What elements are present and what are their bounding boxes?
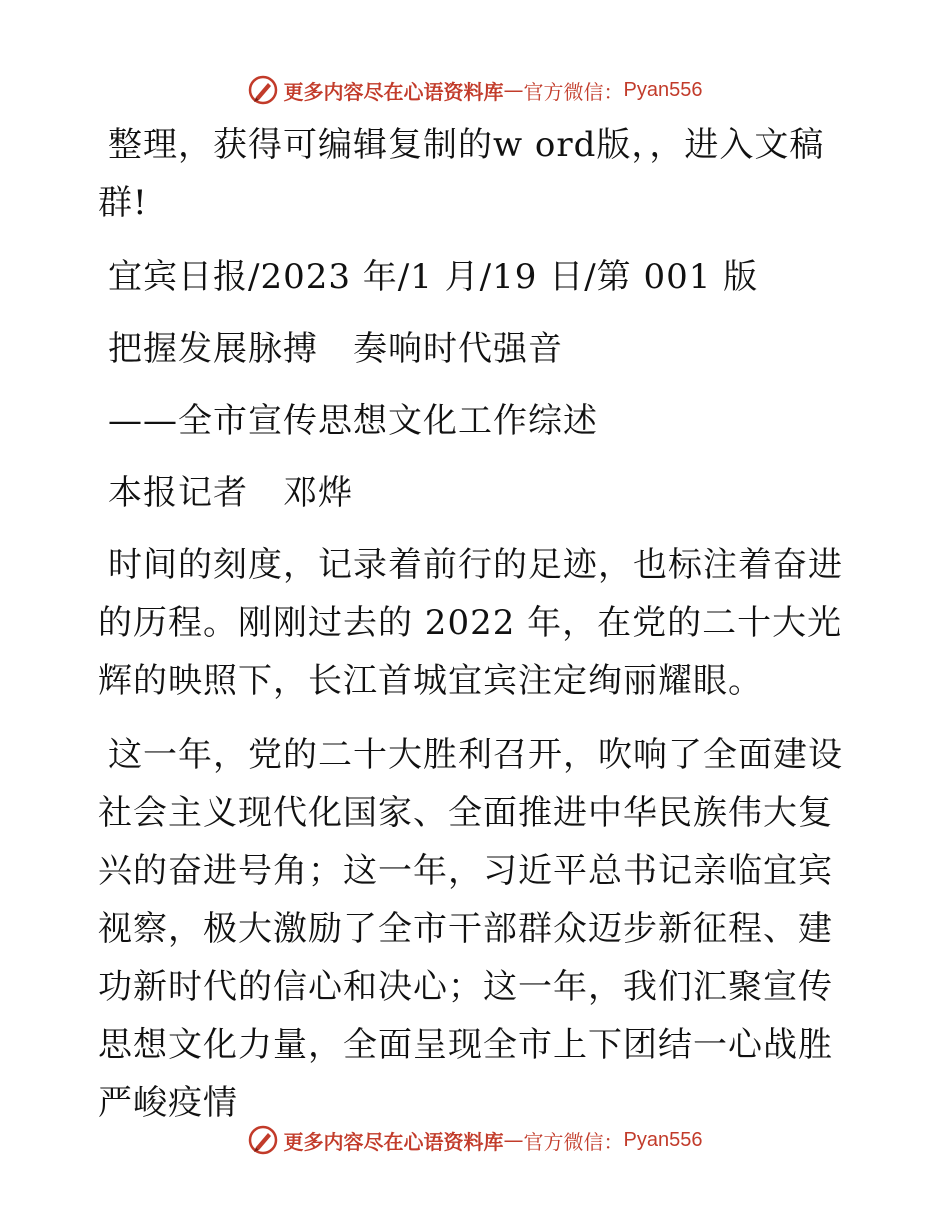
watermark-brand: 更多内容尽在心语资料库 bbox=[283, 1129, 504, 1154]
watermark-wechat-label: 官方微信： bbox=[523, 1129, 624, 1154]
watermark-header bbox=[0, 70, 950, 110]
byline: 本报记者 邓烨 bbox=[108, 473, 353, 513]
pen-logo-icon bbox=[248, 1125, 278, 1155]
watermark-wechat-id: Pyan556 bbox=[623, 78, 703, 101]
article-subtitle: ——全市宣传思想文化工作综述 bbox=[108, 401, 598, 441]
body-paragraph: 这一年，党的二十大胜利召开，吹响了全面建设社会主义现代化国家、全面推进中华民族伟大复兴的奋进号角；这一年，习近平总书记亲临宜宾视察，极大激励了全市干部群众迈步新征程、建功新时代的信心和决心；这一年，我们汇聚宣传思想文化力量，全面呈现全市上下团结一心战胜严峻疫情 bbox=[98, 735, 843, 1123]
intro-note: 整理，获得可编辑复制的w ord版，，进入文稿群! bbox=[98, 125, 825, 223]
watermark-wechat-label: 官方微信： bbox=[523, 79, 624, 104]
pen-logo-icon bbox=[248, 75, 278, 105]
body-paragraph: 时间的刻度，记录着前行的足迹，也标注着奋进的历程。刚刚过去的 2022 年，在党的二十大光辉的映照下，长江首城宜宾注定绚丽耀眼。 bbox=[98, 545, 843, 701]
document-body bbox=[98, 116, 854, 1148]
watermark-footer bbox=[0, 1120, 950, 1160]
watermark-dash: — bbox=[503, 78, 524, 102]
watermark-dash: — bbox=[503, 1128, 524, 1152]
publication-line: 宜宾日报/2023 年/1 月/19 日/第 001 版 bbox=[108, 257, 759, 297]
watermark-brand: 更多内容尽在心语资料库 bbox=[283, 79, 504, 104]
watermark-wechat-id: Pyan556 bbox=[623, 1128, 703, 1151]
article-title: 把握发展脉搏 奏响时代强音 bbox=[108, 329, 563, 369]
